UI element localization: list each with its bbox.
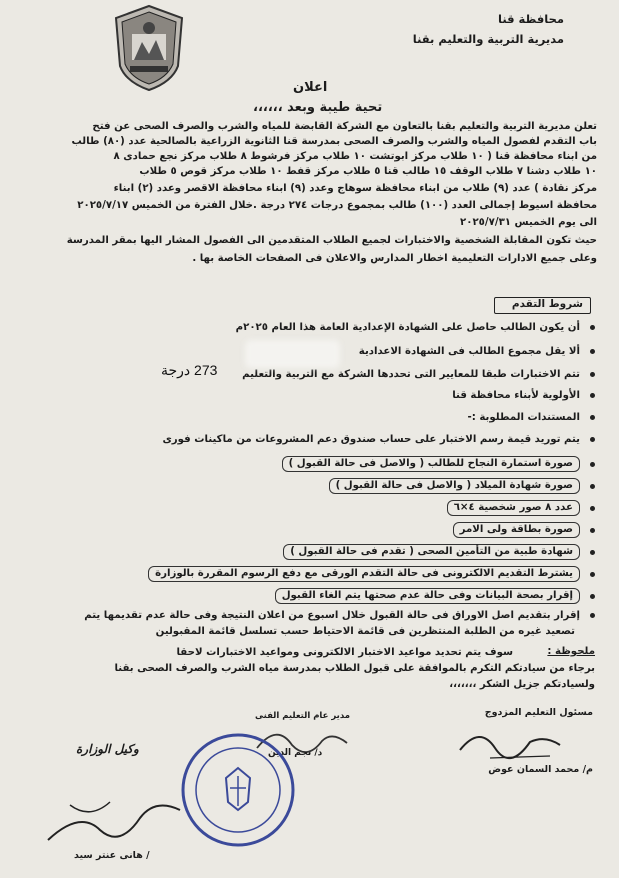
condition-continuation: تصعيد غيره من الطلبة المنتظرين فى قائمة الاحتياط حسب تسلسل قائمة المقبولين [155,626,575,637]
bullet-icon [590,372,595,377]
bullet-icon [590,462,595,467]
body-line: باب التقدم لفصول المياه والشرب والصرف الصحى بمدرسة قنا الثانوية الزراعية بالصالحية عدد (٨٠) طالب [71,136,597,147]
bullet-icon [590,349,595,354]
body-line: تعلن مديرية التربية والتعليم بقنا بالتعاون مع الشركة القابضة للمياه والشرب والصرف الصحى عن فتح [92,121,597,132]
bullet-icon [590,437,595,442]
left-signature-scribble [40,790,190,850]
condition-item: إقرار بصحة البيانات وفى حالة عدم صحتها يتم الغاء القبول [275,588,595,604]
bullet-icon [590,613,595,618]
governorate-name: محافظة قنا [498,12,564,26]
condition-item: يشترط التقديم الالكترونى فى حالة التقدم الورقى مع دفع الرسوم المقررة بالوزارة [148,566,595,582]
condition-item: أن يكون الطالب حاصل على الشهادة الإعدادية العامة هذا العام ٢٠٢٥م [236,322,595,333]
condition-item: المستندات المطلوبة :- [468,412,595,423]
condition-item: صورة استمارة النجاح للطالب ( والاصل فى حالة القبول ) [282,456,595,472]
bullet-icon [590,572,595,577]
official-stamp [178,730,298,850]
bullet-icon [590,506,595,511]
redacted-area [245,340,340,368]
body-line: من ابناء محافظة قنا ( ١٠ طلاب مركز ابوتشت ١٠ طلاب مركز فرشوط ٨ طلاب مركز نجع حمادى ٨ [113,151,597,162]
left-signatory-name: / هانى عنتر سيد [74,850,150,861]
condition-item: تتم الاختبارات طبقا للمعايير التى تحددها الشركة مع التربية والتعليم [242,369,595,380]
condition-item: ألا يقل مجموع الطالب فى الشهادة الاعدادية [359,346,595,357]
condition-item: صورة شهادة الميلاد ( والاصل فى حالة القبول ) [329,478,595,494]
bullet-icon [590,528,595,533]
condition-item: الأولوية لأبناء محافظة قنا [452,390,595,401]
announcement-title: اعلان [293,80,328,95]
body-line: مركز نقادة ) عدد (٩) طلاب من ابناء محافظة سوهاج وعدد (٩) ابناء محافظة الاقصر وعدد (٢) ابناء [113,183,597,194]
right-signature-scribble [450,720,570,765]
bullet-icon [590,550,595,555]
bullet-icon [590,325,595,330]
note-text: سوف يتم تحديد مواعيد الاختبار الالكترونى ومواعيد الاختبارات لاحقا [176,647,513,658]
center-signatory-title: مدير عام التعليم الفنى [255,711,351,721]
right-signatory-name: م/ محمد السمان عوض [488,764,593,775]
body-line: الى يوم الخميس ٢٠٢٥/٧/٣١ [460,217,597,228]
request-line: برجاء من سيادتكم التكرم بالموافقة على قبول الطلاب بمدرسة مياه الشرب والصرف الصحى بقنا [114,663,595,674]
body-line: حيث تكون المقابلة الشخصية والاختبارات لجميع الطلاب المتقدمين الى الفصول المشار اليها بمقر المدرسة [66,235,597,246]
condition-item: يتم توريد قيمة رسم الاختبار على حساب صندوق دعم المشروعات من ماكينات فورى [162,434,595,445]
left-signatory-title: وكيل الوزارة [76,742,139,756]
condition-item: شهادة طبية من التأمين الصحى ( تقدم فى حالة القبول ) [283,544,595,560]
governorate-logo [112,4,187,92]
conditions-header: شروط التقدم [511,298,583,310]
body-line: وعلى جميع الادارات التعليمية اخطار المدارس والاعلان فى الصفحات الخاصة بها . [192,253,597,264]
condition-item: إقرار بتقديم اصل الاوراق فى حالة القبول خلال اسبوع من اعلان النتيجة وفى حالة عدم تقديمها يتم [84,610,595,621]
note-label: ملحوظة : [547,646,595,657]
grade-note: 273 درجة [161,362,218,378]
bullet-icon [590,415,595,420]
bullet-icon [590,484,595,489]
closing-line: ولسيادتكم جزيل الشكر ،،،،،،، [449,679,595,690]
directorate-name: مديرية التربية والتعليم بقنا [412,32,564,46]
bullet-icon [590,393,595,398]
center-signatory-name: د/ نجم الدين [268,748,323,758]
condition-item: عدد ٨ صور شخصية ٤×٦ [447,500,595,516]
bullet-icon [590,594,595,599]
right-signatory-title: مسئول التعليم المزدوج [484,707,593,718]
body-line: ١٠ طلاب دشنا ٧ طلاب الوقف ١٥ طالب قنا ٥ طلاب مركز قفط ١٠ طلاب مركز قوص ٥ طلاب [139,166,597,177]
condition-item: صورة بطاقة ولى الامر [453,522,595,538]
body-line: محافظة اسيوط إجمالى العدد (١٠٠) طالب بمجموع درجات ٢٧٤ درجة .خلال الفترة من الخميس ٢٠٢٥/٧/١٧ [77,200,597,211]
greeting: تحية طيبة وبعد ،،،،،، [253,100,383,115]
